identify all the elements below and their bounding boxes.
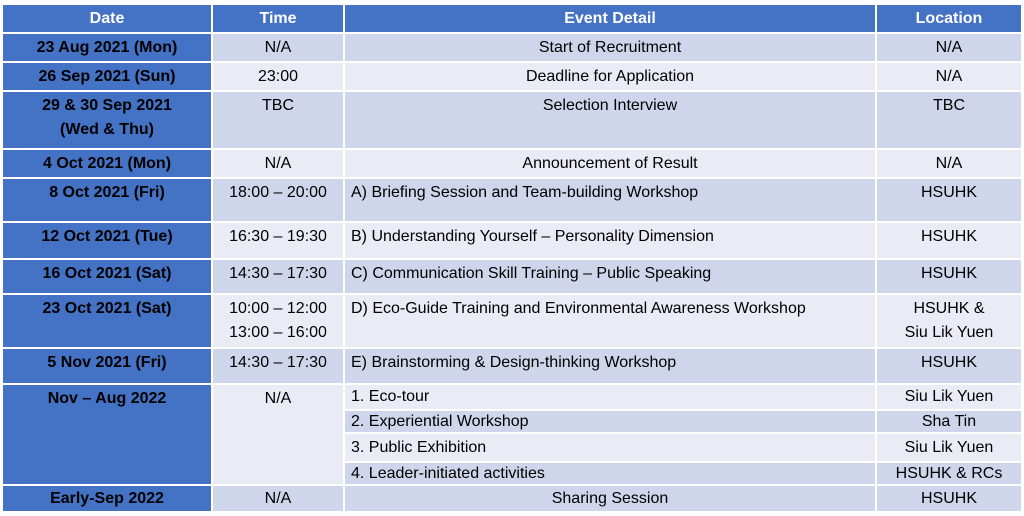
event-cell: Start of Recruitment [345, 34, 875, 61]
event-cell: A) Briefing Session and Team-building Workshop [345, 179, 875, 221]
date-cell [3, 92, 211, 148]
table-row [3, 150, 1021, 177]
table-row [3, 63, 1021, 90]
date-cell: 5 Nov 2021 (Fri) [3, 349, 211, 382]
header-location: Location [877, 5, 1021, 32]
table-row [3, 92, 1021, 148]
table-row [3, 385, 1021, 410]
event-cell: B) Understanding Yourself – Personality Dimension [345, 223, 875, 258]
location-cell: HSUHK [877, 349, 1021, 382]
location-cell: N/A [877, 34, 1021, 61]
time-cell [213, 295, 343, 347]
table-row [3, 223, 1021, 258]
date-cell: 4 Oct 2021 (Mon) [3, 150, 211, 177]
time-cell: 14:30 – 17:30 [213, 349, 343, 382]
time-cell: N/A [213, 150, 343, 177]
header-event-detail: Event Detail [345, 5, 875, 32]
event-cell: 2. Experiential Workshop [345, 411, 875, 432]
date-cell: 26 Sep 2021 (Sun) [3, 63, 211, 90]
header-date: Date [3, 5, 211, 32]
table-row [3, 179, 1021, 221]
event-cell: Selection Interview [345, 92, 875, 148]
event-cell: D) Eco-Guide Training and Environmental Awareness Workshop [345, 295, 875, 347]
date-cell: 16 Oct 2021 (Sat) [3, 260, 211, 293]
event-cell: 1. Eco-tour [345, 385, 875, 410]
date-line: (Wed & Thu) [60, 121, 154, 139]
location-cell: HSUHK [877, 179, 1021, 221]
table-row [3, 486, 1021, 511]
time-cell: 16:30 – 19:30 [213, 223, 343, 258]
date-cell: 12 Oct 2021 (Tue) [3, 223, 211, 258]
location-line: HSUHK & [913, 300, 985, 318]
header-row [3, 5, 1021, 32]
table-row [3, 349, 1021, 382]
location-cell: Sha Tin [877, 411, 1021, 432]
schedule-table [1, 3, 1023, 513]
date-cell: 23 Oct 2021 (Sat) [3, 295, 211, 347]
location-cell: TBC [877, 92, 1021, 148]
date-cell: Nov – Aug 2022 [3, 385, 211, 485]
date-line: 29 & 30 Sep 2021 [42, 97, 172, 115]
time-cell: N/A [213, 486, 343, 511]
time-cell: TBC [213, 92, 343, 148]
table-row [3, 34, 1021, 61]
time-cell: 23:00 [213, 63, 343, 90]
event-cell: 3. Public Exhibition [345, 434, 875, 461]
table-row [3, 295, 1021, 347]
time-line: 13:00 – 16:00 [229, 324, 327, 342]
date-cell: 8 Oct 2021 (Fri) [3, 179, 211, 221]
time-cell: N/A [213, 34, 343, 61]
location-cell [877, 295, 1021, 347]
location-cell: N/A [877, 63, 1021, 90]
time-cell: 18:00 – 20:00 [213, 179, 343, 221]
location-cell: Siu Lik Yuen [877, 434, 1021, 461]
date-cell: Early-Sep 2022 [3, 486, 211, 511]
location-cell: HSUHK [877, 486, 1021, 511]
event-cell: Deadline for Application [345, 63, 875, 90]
location-cell: HSUHK [877, 223, 1021, 258]
date-cell: 23 Aug 2021 (Mon) [3, 34, 211, 61]
time-line: 10:00 – 12:00 [229, 300, 327, 318]
location-line: Siu Lik Yuen [904, 324, 994, 342]
location-cell: HSUHK & RCs [877, 463, 1021, 484]
location-cell: Siu Lik Yuen [877, 385, 1021, 410]
time-cell: 14:30 – 17:30 [213, 260, 343, 293]
time-cell: N/A [213, 385, 343, 485]
event-cell: 4. Leader-initiated activities [345, 463, 875, 484]
location-cell: HSUHK [877, 260, 1021, 293]
location-cell: N/A [877, 150, 1021, 177]
event-cell: Announcement of Result [345, 150, 875, 177]
event-cell: Sharing Session [345, 486, 875, 511]
event-cell: E) Brainstorming & Design-thinking Workshop [345, 349, 875, 382]
header-time: Time [213, 5, 343, 32]
event-cell: C) Communication Skill Training – Public Speaking [345, 260, 875, 293]
table-row [3, 260, 1021, 293]
